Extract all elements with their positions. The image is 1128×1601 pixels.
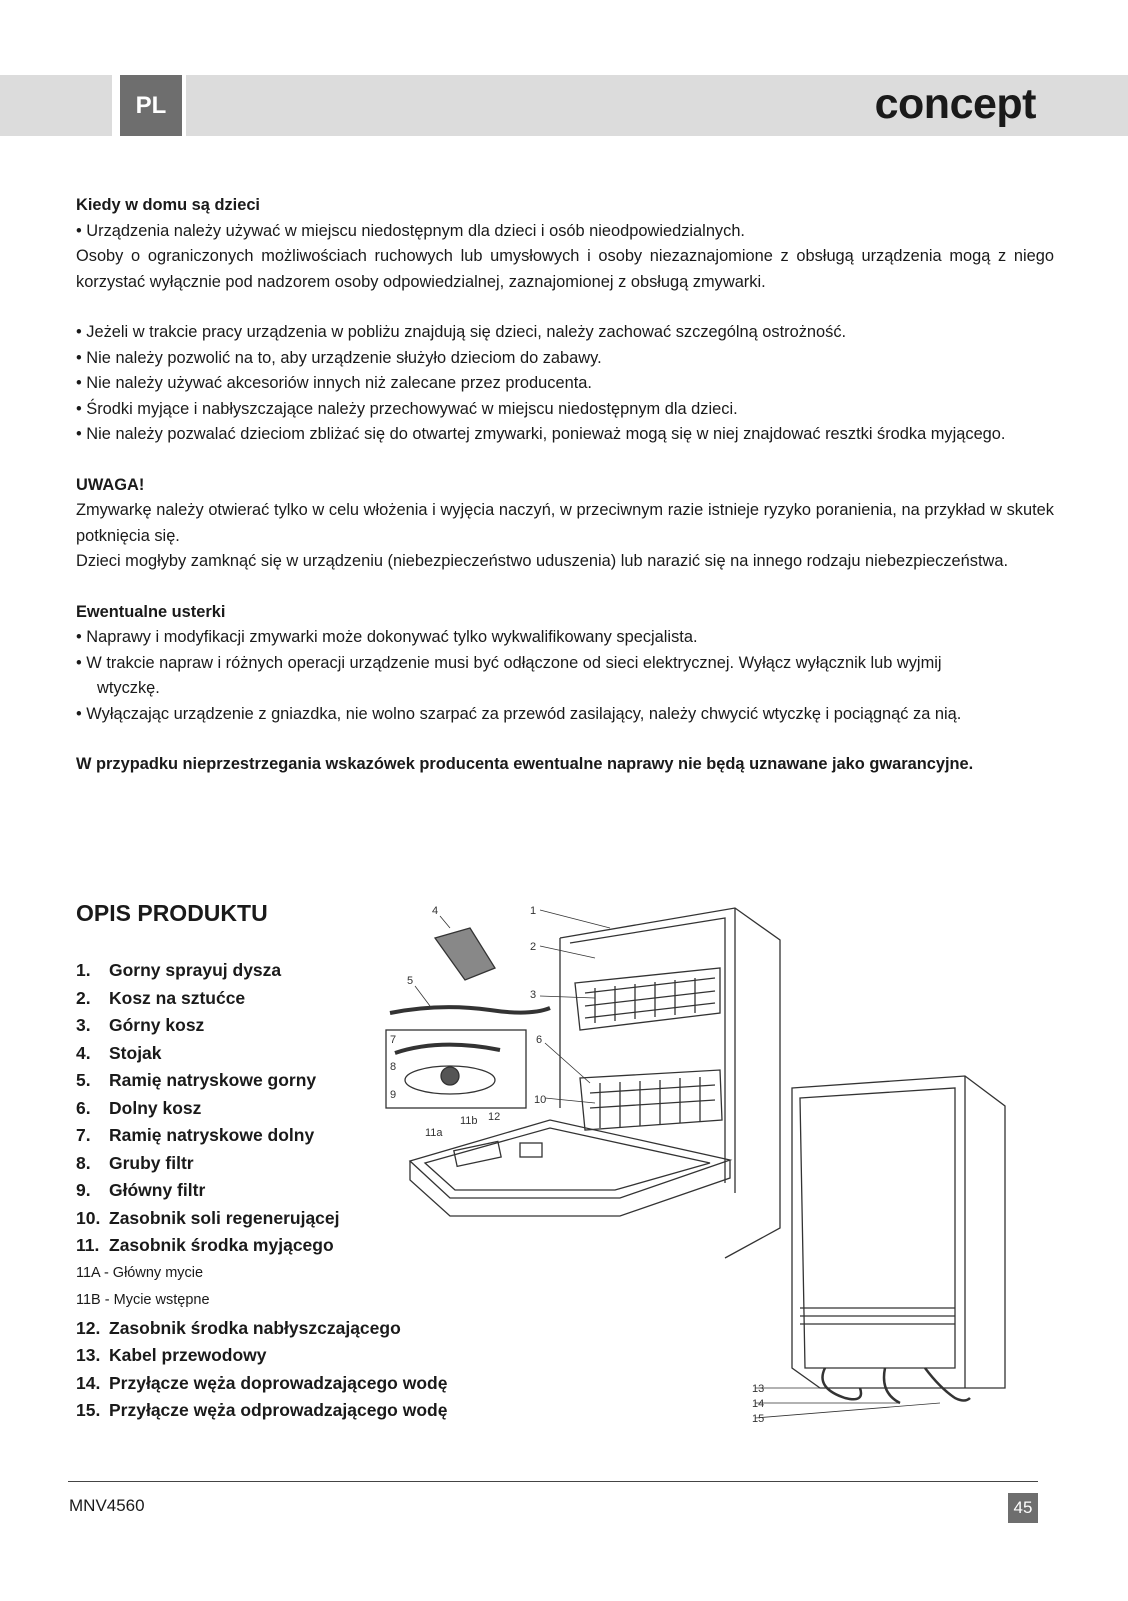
kids-bullet-3: • Nie należy używać akcesoriów innych niż zalecane przez producenta. [76,374,592,392]
list-item: 8. Gruby filtr [76,1152,194,1173]
dishwasher-cabinet [560,908,780,1258]
loose-parts [386,928,550,1108]
safety-section [76,193,1054,778]
language-badge: PL [120,75,182,136]
model-number: MNV4560 [69,1496,145,1515]
kids-bullet-4: • Środki myjące i nabłyszczające należy przechowywać w miejscu niedostępnym dla dzieci. [76,399,738,418]
list-subitem: 11A - Główny mycie [76,1264,204,1281]
callout-14: 14 [752,1398,765,1410]
footer-rule [68,1481,1038,1482]
list-item: 14. Przyłącze węża doprowadzającego wodę [76,1372,448,1393]
page-number: 45 [1008,1493,1038,1523]
list-item: 12. Zasobnik środka nabłyszczającego [76,1317,401,1338]
faults-bullet-3: • Wyłączając urządzenie z gniazdka, nie wolno szarpać za przewód zasilający, należy chwycić wtyczkę i pociągnąć za nią. [76,704,962,723]
callout-10: 10 [534,1094,547,1106]
list-item: 15. Przyłącze węża odprowadzającego wodę [76,1400,448,1420]
callout-1: 1 [530,905,537,917]
list-item: 2. Kosz na sztućce [76,987,246,1008]
faults-bullet-1: • Naprawy i modyfikacji zmywarki może dokonywać tylko wykwalifikowany specjalista. [76,628,698,646]
callout-11a: 11a [425,1127,443,1139]
lower-basket [580,1070,722,1130]
list-item: 6. Dolny kosz [76,1097,202,1118]
callout-9: 9 [390,1089,397,1101]
kids-bullet-2: • Nie należy pozwolić na to, aby urządzenie służyło dzieciom do zabawy. [76,348,602,367]
callout-15: 15 [752,1413,765,1425]
kids-title: Kiedy w domu są dzieci [76,196,260,214]
warranty-note: W przypadku nieprzestrzegania wskazówek producenta ewentualne naprawy nie będą uznawane jako gwarancyjne. [76,755,974,773]
callout-12: 12 [488,1111,501,1123]
list-item: 3. Górny kosz [76,1015,205,1035]
callout-11b: 11b [460,1115,478,1127]
callout-13: 13 [752,1383,765,1395]
list-item: 10. Zasobnik soli regenerującej [76,1207,340,1228]
dishwasher-closed [792,1076,1005,1403]
warning-paragraph-2: Dzieci mogłyby zamknąć się w urządzeniu (niebezpieczeństwo uduszenia) lub narazić się na innego rodzaju niebezpieczeństwa. [76,552,1009,570]
callout-4: 4 [432,905,439,917]
faults-bullet-2-cont: wtyczkę. [97,679,160,697]
callout-8: 8 [390,1061,397,1073]
upper-basket [575,968,720,1030]
list-item: 13. Kabel przewodowy [76,1345,267,1365]
list-item: 1. Gorny sprayuj dysza [76,960,282,980]
kids-bullet-1: • Jeżeli w trakcie pracy urządzenia w pobliżu znajdują się dzieci, należy zachować szczególną ostrożność. [76,323,847,341]
open-door [410,1120,730,1216]
list-item: 5. Ramię natryskowe gorny [76,1070,317,1090]
kids-paragraph-2: Osoby o ograniczonych możliwościach ruchowych lub umysłowych i osoby niezaznajomione z obsługą urządzenia mogą z niego korzystać wyłącznie pod nadzorem osoby odpowiedzialnej, zaznajomionej z obsługą zmywarki. [76,247,1054,291]
brand-logo: concept [874,80,1036,128]
warning-title: UWAGA! [76,475,145,494]
kids-bullet-5: • Nie należy pozwalać dzieciom zbliżać się do otwartej zmywarki, ponieważ mogą się w niej znajdować resztki środka myjącego. [76,425,1006,443]
callout-3: 3 [530,989,537,1001]
faults-title: Ewentualne usterki [76,602,226,621]
callout-7: 7 [390,1034,397,1046]
product-title: OPIS PRODUKTU [76,900,268,926]
list-item: 11. Zasobnik środka myjącego [76,1235,334,1255]
faults-bullet-2: • W trakcie napraw i różnych operacji urządzenie musi być odłączone od sieci elektrycznej. Wyłącz wyłącznik lub wyjmij [76,653,942,672]
list-item: 4. Stojak [76,1042,162,1063]
callout-2: 2 [530,941,537,953]
callout-5: 5 [407,975,414,987]
callout-lines [415,910,940,1418]
kids-paragraph-1: • Urządzenia należy używać w miejscu niedostępnym dla dzieci i osób nieodpowiedzialnych. [76,221,745,240]
list-item: 9. Główny filtr [76,1180,206,1200]
list-item: 7. Ramię natryskowe dolny [76,1125,315,1145]
warning-paragraph-1: Zmywarkę należy otwierać tylko w celu włożenia i wyjęcia naczyń, w przeciwnym razie istnieje ryzyko poranienia, na przykład w skutek potknięcia się. [76,501,1054,545]
list-subitem: 11B - Mycie wstępne [76,1292,210,1308]
dishwasher-diagram [380,898,1040,1438]
callout-6: 6 [536,1034,543,1046]
